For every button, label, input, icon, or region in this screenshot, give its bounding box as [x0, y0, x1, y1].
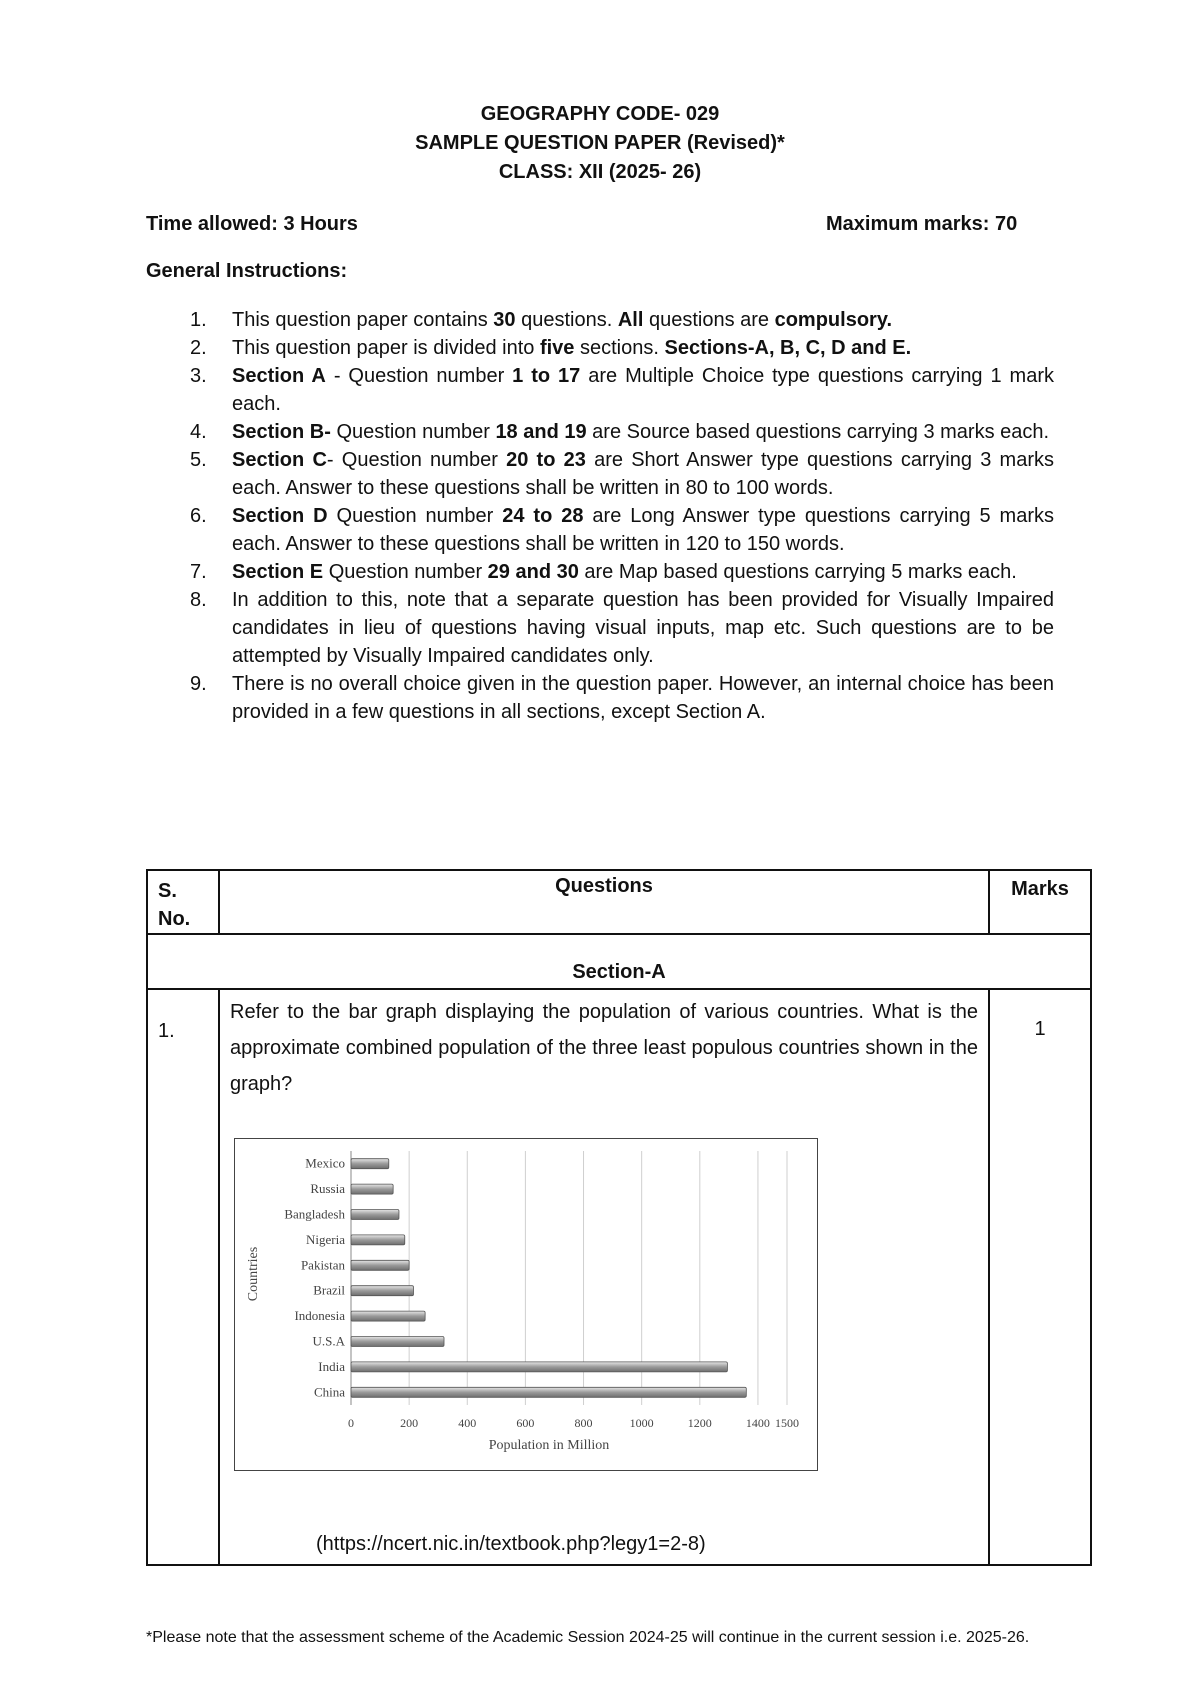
chart-bar-nigeria [351, 1235, 405, 1245]
instruction-number: 3. [190, 365, 207, 387]
question-1-number: 1. [158, 1020, 175, 1042]
chart-bar-bangladesh [351, 1210, 399, 1220]
instruction-item [0, 670, 1200, 726]
instruction-emphasis: 24 to 28 [502, 505, 584, 527]
instruction-emphasis: Section D [232, 505, 328, 527]
chart-x-tick-label: 400 [458, 1416, 477, 1430]
col-sno-label: S. No. [158, 880, 191, 930]
instruction-text [232, 418, 1054, 446]
instruction-emphasis: 20 to 23 [506, 449, 586, 471]
instruction-emphasis: 18 and 19 [495, 421, 587, 443]
table-header-row [147, 870, 1091, 934]
chart-category-label: Bangladesh [284, 1206, 345, 1222]
section-a-row [147, 934, 1091, 989]
chart-x-tick-label: 1500 [775, 1416, 799, 1430]
chart-bar-mexico [351, 1159, 389, 1169]
chart-category-label: Mexico [305, 1155, 345, 1171]
time-allowed: Time allowed: 3 Hours [146, 213, 358, 235]
instruction-item [0, 446, 1200, 502]
chart-x-tick-label: 1200 [687, 1416, 712, 1430]
instruction-item [0, 306, 1200, 334]
instruction-text [232, 306, 1054, 334]
chart-bar-usa [351, 1337, 444, 1347]
chart-x-tick-label: 200 [400, 1416, 419, 1430]
instruction-emphasis: All [617, 309, 644, 331]
instruction-text [232, 586, 1054, 670]
chart-category-label: India [318, 1358, 345, 1374]
chart-category-label: Pakistan [300, 1257, 345, 1273]
instruction-text [232, 362, 1054, 418]
chart-bar-china [351, 1387, 746, 1397]
instruction-fragment: questions are [643, 309, 775, 331]
instruction-number: 2. [190, 337, 207, 359]
question-1-marks-cell [989, 989, 1091, 1565]
chart-bar-india [351, 1362, 727, 1372]
instruction-number: 5. [190, 449, 207, 471]
instruction-fragment: There is no overall choice given in the question paper. However, an internal choice has been provided in a few questions in all sections, except Section A. [232, 673, 1054, 723]
instruction-emphasis: Section A [232, 365, 326, 387]
instruction-number: 7. [190, 561, 207, 583]
question-1-text: Refer to the bar graph displaying the population of various countries. What is the approximate combined population of the three least populous countries shown in the graph? [230, 1001, 978, 1095]
instruction-fragment: are Multiple Choice type questions carrying 1 mark each. [232, 365, 1055, 415]
instruction-emphasis: Section C [232, 449, 327, 471]
chart-category-label: U.S.A [312, 1333, 345, 1349]
instruction-text [232, 558, 1054, 586]
instruction-text [232, 502, 1054, 558]
instruction-fragment: are Map based questions carrying 5 marks each. [578, 561, 1017, 583]
col-sno-header [147, 870, 219, 934]
section-a-heading: Section-A [572, 961, 666, 983]
chart-x-tick-label: 600 [516, 1416, 535, 1430]
section-a-cell [147, 934, 1091, 989]
instruction-fragment: are Long Answer type questions carrying 5 marks each. Answer to these questions shall be written in 120 to 150 words. [232, 505, 1054, 555]
instruction-emphasis: Section B- [232, 421, 331, 443]
instruction-text [232, 446, 1054, 502]
question-1-number-cell [147, 989, 219, 1565]
instruction-item [0, 362, 1200, 418]
instruction-emphasis: Sections-A, B, C, D and E. [664, 337, 912, 359]
instruction-emphasis: compulsory. [774, 309, 893, 331]
col-questions-label: Questions [555, 875, 653, 897]
instruction-item [0, 418, 1200, 446]
instruction-item [0, 502, 1200, 558]
instruction-fragment: This question paper contains [232, 309, 494, 331]
chart-y-axis-label: Countries [246, 1246, 261, 1302]
chart-bar-brazil [351, 1286, 413, 1296]
instruction-text [232, 334, 1054, 362]
chart-x-tick-label: 800 [574, 1416, 593, 1430]
instruction-fragment: sections. [574, 337, 665, 359]
instruction-item [0, 334, 1200, 362]
chart-category-label: China [313, 1384, 345, 1400]
col-marks-label: Marks [1011, 878, 1069, 900]
col-questions-header [219, 870, 989, 934]
chart-source-link[interactable]: (https://ncert.nic.in/textbook.php?legy1=2-8) [316, 1533, 706, 1555]
instruction-fragment: Question number [330, 421, 496, 443]
instruction-fragment: are Source based questions carrying 3 marks each. [586, 421, 1050, 443]
instructions-list [0, 306, 1200, 726]
chart-bar-pakistan [351, 1260, 409, 1270]
instruction-fragment: are Short Answer type questions carrying 3 marks each. Answer to these questions shall be written in 80 to 100 words. [232, 449, 1054, 499]
instruction-number: 9. [190, 673, 207, 695]
question-1-marks: 1 [1034, 1018, 1046, 1040]
instruction-emphasis: Section E [232, 561, 324, 583]
instruction-fragment: In addition to this, note that a separate question has been provided for Visually Impaired candidates in lieu of questions having visual inputs, map etc. Such questions are to be attempted by Visually Impaired candidates only. [232, 589, 1054, 667]
instruction-item [0, 558, 1200, 586]
instruction-emphasis: 30 [493, 309, 516, 331]
instruction-number: 1. [190, 309, 207, 331]
footnote: *Please note that the assessment scheme of the Academic Session 2024-25 will continue in the current session i.e. 2025-26. [146, 1629, 1030, 1646]
chart-bar-russia [351, 1184, 393, 1194]
instruction-fragment: Question number [327, 505, 503, 527]
chart-category-label: Indonesia [294, 1308, 345, 1324]
instruction-emphasis: 1 to 17 [512, 365, 581, 387]
instruction-text [232, 670, 1054, 726]
instruction-fragment: - Question number [326, 449, 507, 471]
col-marks-header [989, 870, 1091, 934]
chart-x-tick-label: 1000 [629, 1416, 654, 1430]
paper-title: SAMPLE QUESTION PAPER (Revised)* [415, 132, 785, 154]
instruction-emphasis: 29 and 30 [487, 561, 579, 583]
general-instructions-title: General Instructions: [146, 260, 348, 282]
chart-category-label: Nigeria [306, 1231, 345, 1247]
instruction-number: 6. [190, 505, 207, 527]
chart-x-tick-label: 1400 [745, 1416, 770, 1430]
instruction-fragment: - Question number [325, 365, 513, 387]
chart-category-label: Brazil [313, 1282, 345, 1298]
chart-x-tick-label: 0 [348, 1416, 354, 1430]
instruction-fragment: questions. [515, 309, 618, 331]
maximum-marks: Maximum marks: 70 [826, 213, 1018, 235]
instruction-fragment: This question paper is divided into [232, 337, 540, 359]
paper-subject-code: GEOGRAPHY CODE- 029 [480, 103, 720, 125]
population-bar-chart [234, 1138, 818, 1471]
instruction-item [0, 586, 1200, 670]
instruction-number: 4. [190, 421, 207, 443]
chart-x-axis-label: Population in Million [488, 1438, 610, 1453]
chart-category-label: Russia [310, 1181, 345, 1197]
chart-bar-indonesia [351, 1311, 425, 1321]
instruction-emphasis: five [539, 337, 575, 359]
instruction-fragment: Question number [323, 561, 488, 583]
chart-svg [235, 1139, 817, 1470]
paper-class: CLASS: XII (2025- 26) [498, 161, 702, 183]
instruction-number: 8. [190, 589, 207, 611]
